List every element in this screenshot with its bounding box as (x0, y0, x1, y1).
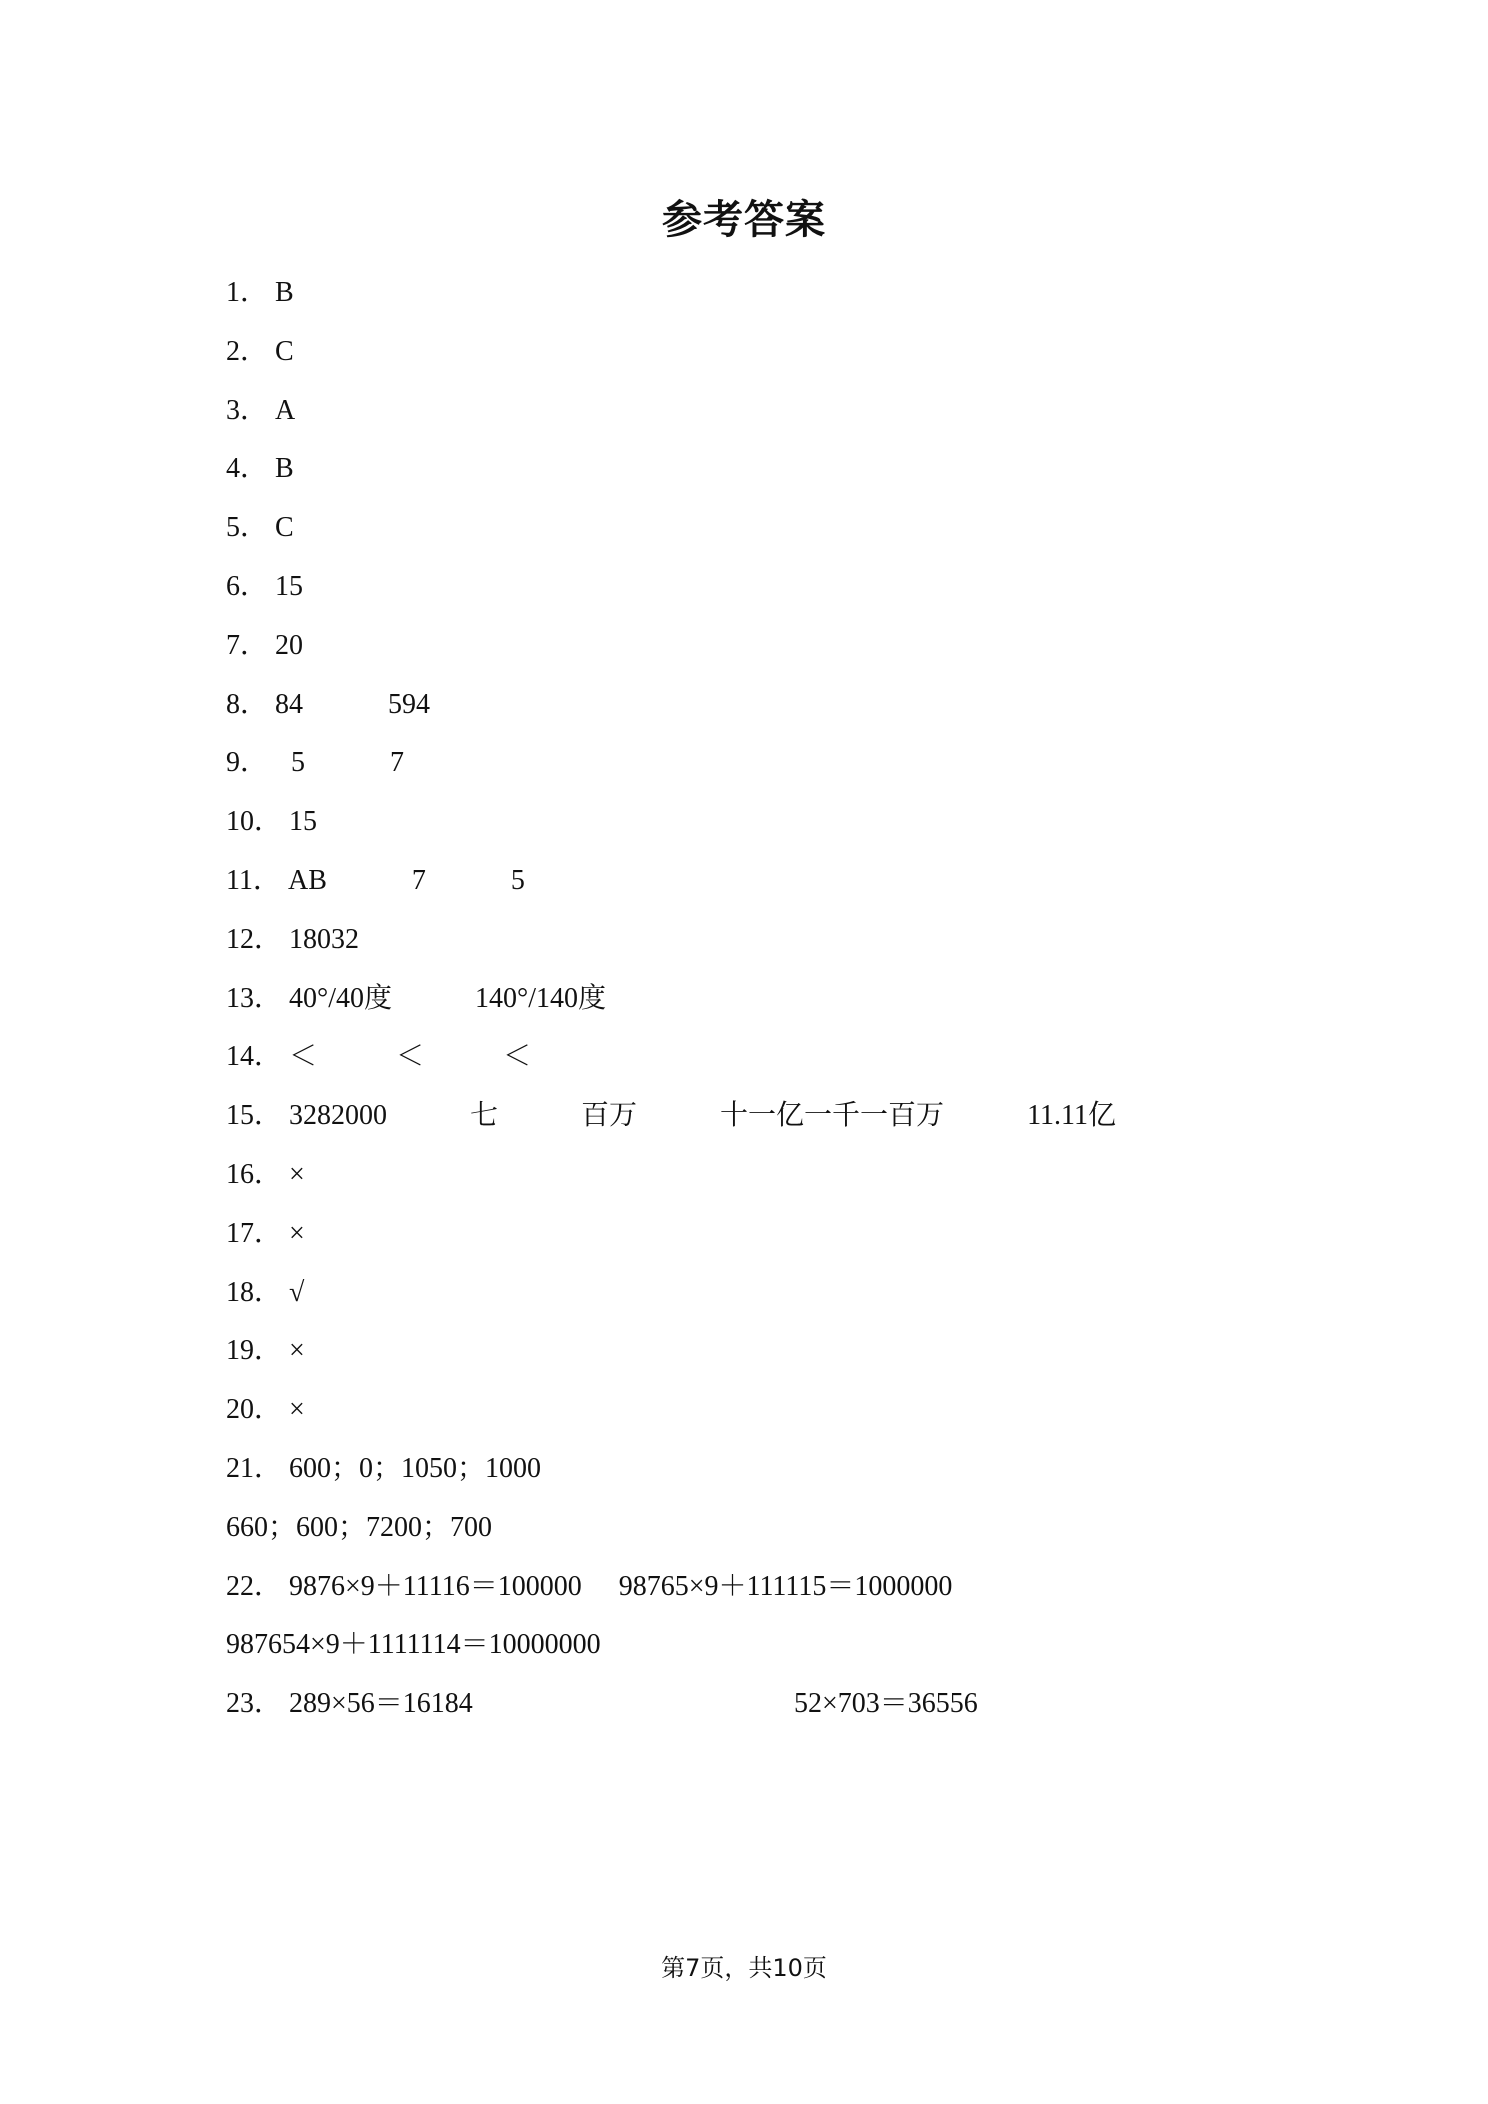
answer-number: 17． (226, 1217, 283, 1249)
answer-value: 11.11亿 (1027, 1100, 1116, 1132)
answer-value: 600；0；1050；1000 (289, 1452, 542, 1484)
answer-number: 5． (226, 512, 269, 544)
answer-row (226, 1205, 1326, 1264)
answer-number: 1． (226, 277, 269, 308)
answer-number: 3． (226, 394, 269, 426)
answer-row (226, 911, 1326, 970)
answer-value: 5 (510, 864, 525, 896)
answer-number: 6． (226, 570, 269, 602)
answer-number: 7． (226, 629, 269, 661)
answer-value: 百万 (581, 1100, 638, 1132)
answer-row (226, 558, 1326, 617)
answer-value: × (289, 1217, 305, 1249)
answer-value: 660；600；7200；700 (226, 1511, 493, 1543)
answer-value: 289×56＝16184 (289, 1688, 473, 1720)
answer-value: A (275, 394, 296, 426)
answer-value: B (275, 277, 294, 308)
answer-number: 16． (226, 1158, 283, 1190)
page-footer: 第7页，共10页 (661, 1954, 827, 1982)
answer-row-continued (226, 1499, 1326, 1558)
answer-row (226, 1675, 1326, 1734)
answer-row (226, 1146, 1326, 1205)
answer-row (226, 734, 1326, 793)
answer-row (226, 793, 1326, 852)
answer-number: 9． (226, 747, 269, 779)
answer-row (226, 1322, 1326, 1381)
answer-value: ＜ (396, 1041, 425, 1073)
answer-row (226, 1440, 1326, 1499)
answer-row (226, 1087, 1326, 1146)
answer-row (226, 617, 1326, 676)
answer-value: 3282000 (289, 1100, 388, 1132)
answer-value: C (275, 512, 294, 544)
answer-value: ＜ (289, 1041, 318, 1073)
answer-value: ＜ (503, 1041, 532, 1073)
answer-row (226, 499, 1326, 558)
answer-row (226, 970, 1326, 1029)
answer-value: 18032 (289, 923, 360, 955)
answer-value: 20 (275, 629, 304, 661)
answer-value: 84 (275, 688, 304, 720)
answer-number: 23． (226, 1688, 283, 1720)
answer-value: B (275, 453, 294, 485)
answer-value: 98765×9＋111115＝1000000 (618, 1570, 953, 1602)
answer-number: 11． (226, 864, 281, 896)
answer-number: 14． (226, 1041, 283, 1073)
answer-number: 18． (226, 1276, 283, 1308)
answer-value: C (275, 335, 294, 367)
answer-row (226, 1381, 1326, 1440)
answer-row (226, 440, 1326, 499)
answer-number: 20． (226, 1394, 283, 1426)
answer-value: AB (287, 864, 327, 896)
answer-value: 9876×9＋11116＝100000 (289, 1570, 582, 1602)
answer-value: 七 (470, 1100, 499, 1132)
answer-number: 4． (226, 453, 269, 485)
answer-value: × (289, 1394, 305, 1426)
answer-row (226, 1264, 1326, 1323)
answer-number: 10． (226, 806, 283, 838)
answer-row-continued (226, 1616, 1326, 1675)
answer-row (226, 382, 1326, 441)
answer-number: 19． (226, 1335, 283, 1367)
page-title: 参考答案 (662, 197, 826, 243)
answer-value: 5 (291, 747, 306, 779)
answer-value: 987654×9＋1111114＝10000000 (226, 1629, 601, 1661)
answer-value: 7 (411, 864, 426, 896)
answer-row (226, 323, 1326, 382)
answer-number: 13． (226, 982, 283, 1014)
answer-number: 21． (226, 1452, 283, 1484)
answer-value: 594 (388, 688, 431, 720)
answer-row (226, 1558, 1326, 1617)
answer-value: 7 (390, 747, 405, 779)
answer-row (226, 264, 1326, 323)
answer-value: 十一亿一千一百万 (720, 1100, 945, 1132)
answer-value: 15 (289, 806, 318, 838)
answer-number: 2． (226, 335, 269, 367)
answer-row (226, 1028, 1326, 1087)
answer-value: × (289, 1158, 305, 1190)
answer-list (226, 264, 1326, 1734)
answer-number: 8． (226, 688, 269, 720)
answer-value: √ (289, 1276, 305, 1308)
answer-value: 52×703＝36556 (794, 1688, 978, 1720)
answer-value: 15 (275, 570, 304, 602)
answer-row (226, 852, 1326, 911)
answer-value: × (289, 1335, 305, 1367)
answer-value: 40°/40度 (289, 982, 392, 1014)
answer-number: 15． (226, 1100, 283, 1132)
answer-number: 22． (226, 1570, 283, 1602)
answer-value: 140°/140度 (475, 982, 606, 1014)
answer-number: 12． (226, 923, 283, 955)
answer-row (226, 676, 1326, 735)
